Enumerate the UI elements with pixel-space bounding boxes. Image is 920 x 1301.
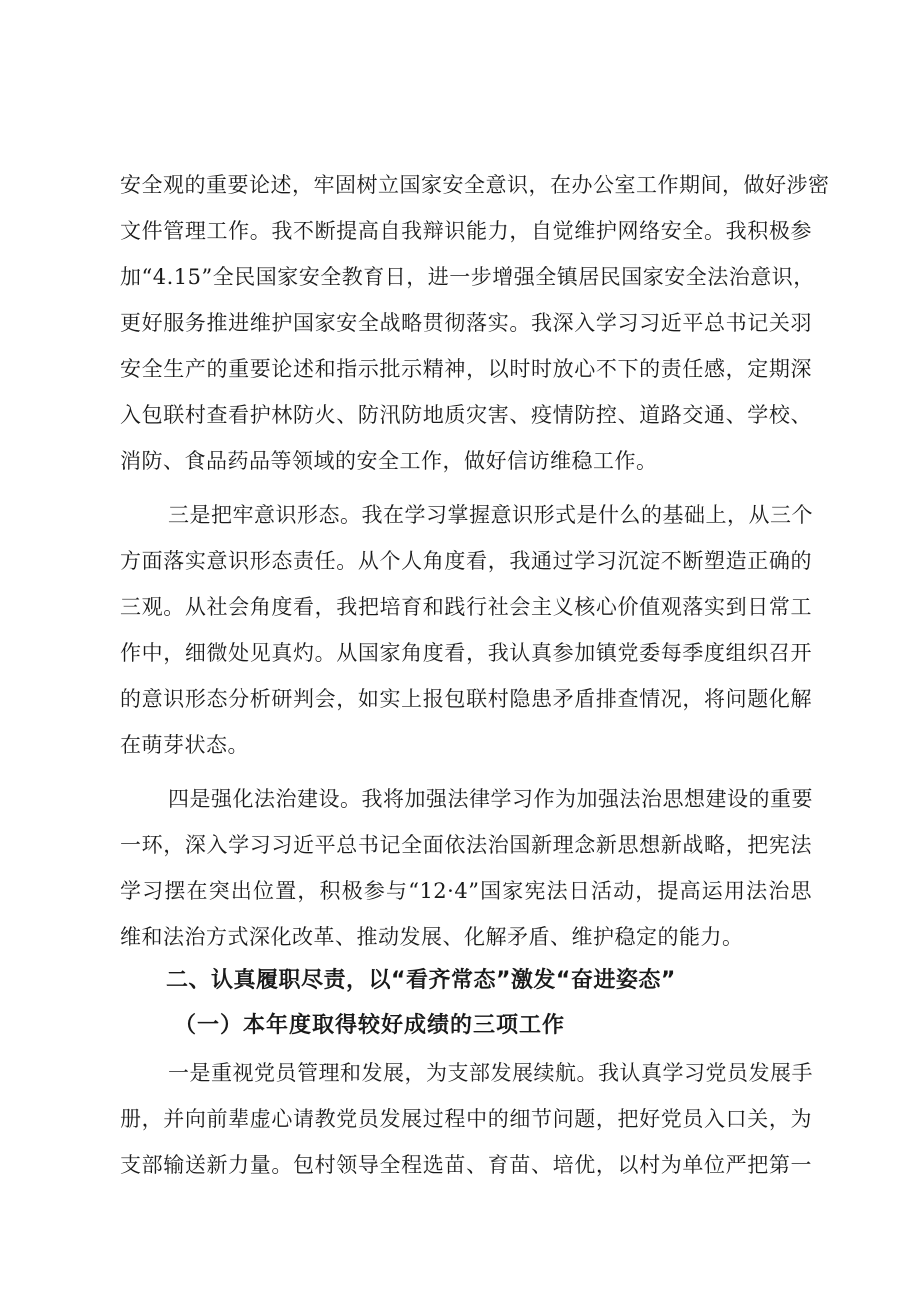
paragraph-line: 加“4.15”全民国家安全教育日，进一步增强全镇居民国家安全法治意识， — [120, 265, 815, 289]
paragraph-line: 消防、食品药品等领域的安全工作，做好信访维稳工作。 — [120, 449, 658, 473]
paragraph-line: 安全生产的重要论述和指示批示精神，以时时放心不下的责任感，定期深 — [120, 357, 812, 381]
paragraph-line: 三观。从社会角度看，我把培育和践行社会主义核心价值观落实到日常工 — [120, 595, 812, 619]
paragraph-line: 的意识形态分析研判会，如实上报包联村隐患矛盾排查情况，将问题化解 — [120, 687, 812, 711]
section-heading: 二、认真履职尽责，以“看齐常态”激发“奋进姿态” — [166, 968, 676, 993]
paragraph-line: 一环，深入学习习近平总书记全面依法治国新理念新思想新战略，把宪法 — [120, 833, 812, 857]
paragraph-line: 三是把牢意识形态。我在学习掌握意识形式是什么的基础上，从三个 — [168, 503, 813, 527]
paragraph-line: 更好服务推进维护国家安全战略贯彻落实。我深入学习习近平总书记关羽 — [120, 311, 812, 335]
paragraph-line: 在萌芽状态。 — [120, 733, 249, 757]
paragraph-line: 安全观的重要论述，牢固树立国家安全意识，在办公室工作期间，做好涉密 — [120, 173, 830, 197]
paragraph-line: 入包联村查看护林防火、防汛防地质灾害、疫情防控、道路交通、学校、 — [120, 403, 812, 427]
paragraph-line: 四是强化法治建设。我将加强法律学习作为加强法治思想建设的重要 — [168, 787, 813, 811]
paragraph-line: 文件管理工作。我不断提高自我辩识能力，自觉维护网络安全。我积极参 — [120, 219, 812, 243]
paragraph-line: 册，并向前辈虚心请教党员发展过程中的细节问题，把好党员入口关，为 — [120, 1107, 812, 1131]
paragraph-line: 作中，细微处见真灼。从国家角度看，我认真参加镇党委每季度组织召开 — [120, 641, 812, 665]
paragraph-line: 一是重视党员管理和发展，为支部发展续航。我认真学习党员发展手 — [168, 1061, 813, 1085]
subsection-heading: （一）本年度取得较好成绩的三项工作 — [174, 1012, 566, 1038]
paragraph-line: 支部输送新力量。包村领导全程选苗、育苗、培优，以村为单位严把第一 — [120, 1153, 812, 1177]
paragraph-line: 方面落实意识形态责任。从个人角度看，我通过学习沉淀不断塑造正确的 — [120, 549, 812, 573]
paragraph-line: 维和法治方式深化改革、推动发展、化解矛盾、维护稳定的能力。 — [120, 925, 744, 949]
paragraph-line: 学习摆在突出位置，积极参与“12·4”国家宪法日活动，提高运用法治思 — [120, 879, 812, 903]
